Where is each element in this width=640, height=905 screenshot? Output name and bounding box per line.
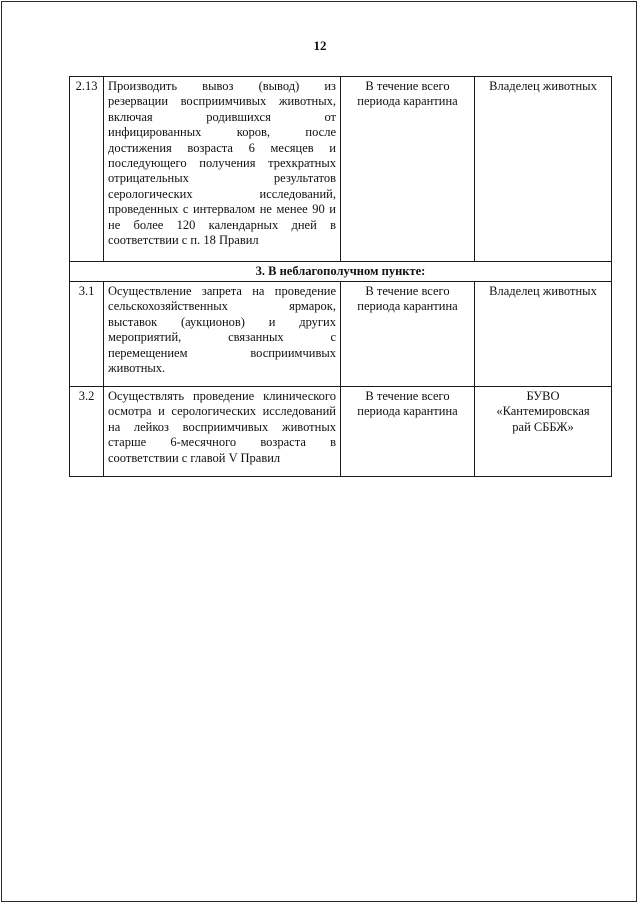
text-line: перемещением восприимчивых	[108, 345, 336, 360]
text-line: соответствии с главой V Правил	[108, 450, 281, 465]
row-number: 3.2	[70, 387, 104, 477]
text-line: осмотра и серологических исследований	[108, 404, 336, 419]
row-number: 3.1	[70, 282, 104, 387]
measure-description	[104, 77, 341, 262]
row-number: 2.13	[70, 77, 104, 262]
text-line: не более 120 календарных дней в	[108, 217, 336, 232]
measure-term	[341, 77, 475, 262]
text-line: мероприятий, связанных с	[108, 330, 336, 345]
text-line: включая родившихся от	[108, 109, 336, 124]
text-line: Осуществление запрета на проведение	[108, 284, 336, 298]
text-line: выставок (аукционов) и других	[108, 314, 336, 329]
measure-responsible	[475, 282, 612, 387]
text-line: старше 6-месячного возраста в	[108, 435, 336, 450]
text-line: Владелец животных	[489, 284, 597, 298]
table-row	[70, 387, 612, 477]
measure-term	[341, 387, 475, 477]
text-line: животных.	[108, 361, 166, 376]
measure-term	[341, 282, 475, 387]
text-line: резервации восприимчивых животных,	[108, 94, 336, 109]
section-row	[70, 262, 612, 282]
text-line: БУВО	[526, 389, 560, 403]
table-row	[70, 282, 612, 387]
measure-description	[104, 387, 341, 477]
section-title: 3. В неблагополучном пункте:	[70, 262, 612, 282]
text-line: инфицированных коров, после	[108, 125, 336, 140]
measure-responsible	[475, 387, 612, 477]
text-line: достижения возраста 6 месяцев и	[108, 140, 336, 155]
measure-description	[104, 282, 341, 387]
text-line: Производить вывоз (вывод) из	[108, 79, 336, 93]
text-line: В течение всего	[365, 284, 450, 298]
text-line: В течение всего	[365, 389, 450, 403]
text-line: периода карантина	[357, 404, 458, 419]
text-line: отрицательных результатов	[108, 171, 336, 186]
table-row	[70, 77, 612, 262]
text-line: В течение всего	[365, 79, 450, 93]
text-line: периода карантина	[357, 299, 458, 314]
text-line: последующего получения трехкратных	[108, 156, 336, 171]
text-line: «Кантемировская	[496, 404, 590, 419]
text-line: периода карантина	[357, 94, 458, 109]
text-line: серологических исследований,	[108, 186, 336, 201]
text-line: Владелец животных	[489, 79, 597, 93]
measure-responsible	[475, 77, 612, 262]
text-line: рай СББЖ»	[512, 419, 574, 434]
text-line: проведенных с интервалом не менее 90 и	[108, 202, 336, 217]
page-number: 12	[313, 38, 327, 53]
measures-table	[69, 76, 612, 477]
text-line: Осуществлять проведение клинического	[108, 389, 336, 403]
text-line: соответствии с п. 18 Правил	[108, 233, 259, 248]
text-line: сельскохозяйственных ярмарок,	[108, 299, 336, 314]
text-line: на лейкоз восприимчивых животных	[108, 419, 336, 434]
